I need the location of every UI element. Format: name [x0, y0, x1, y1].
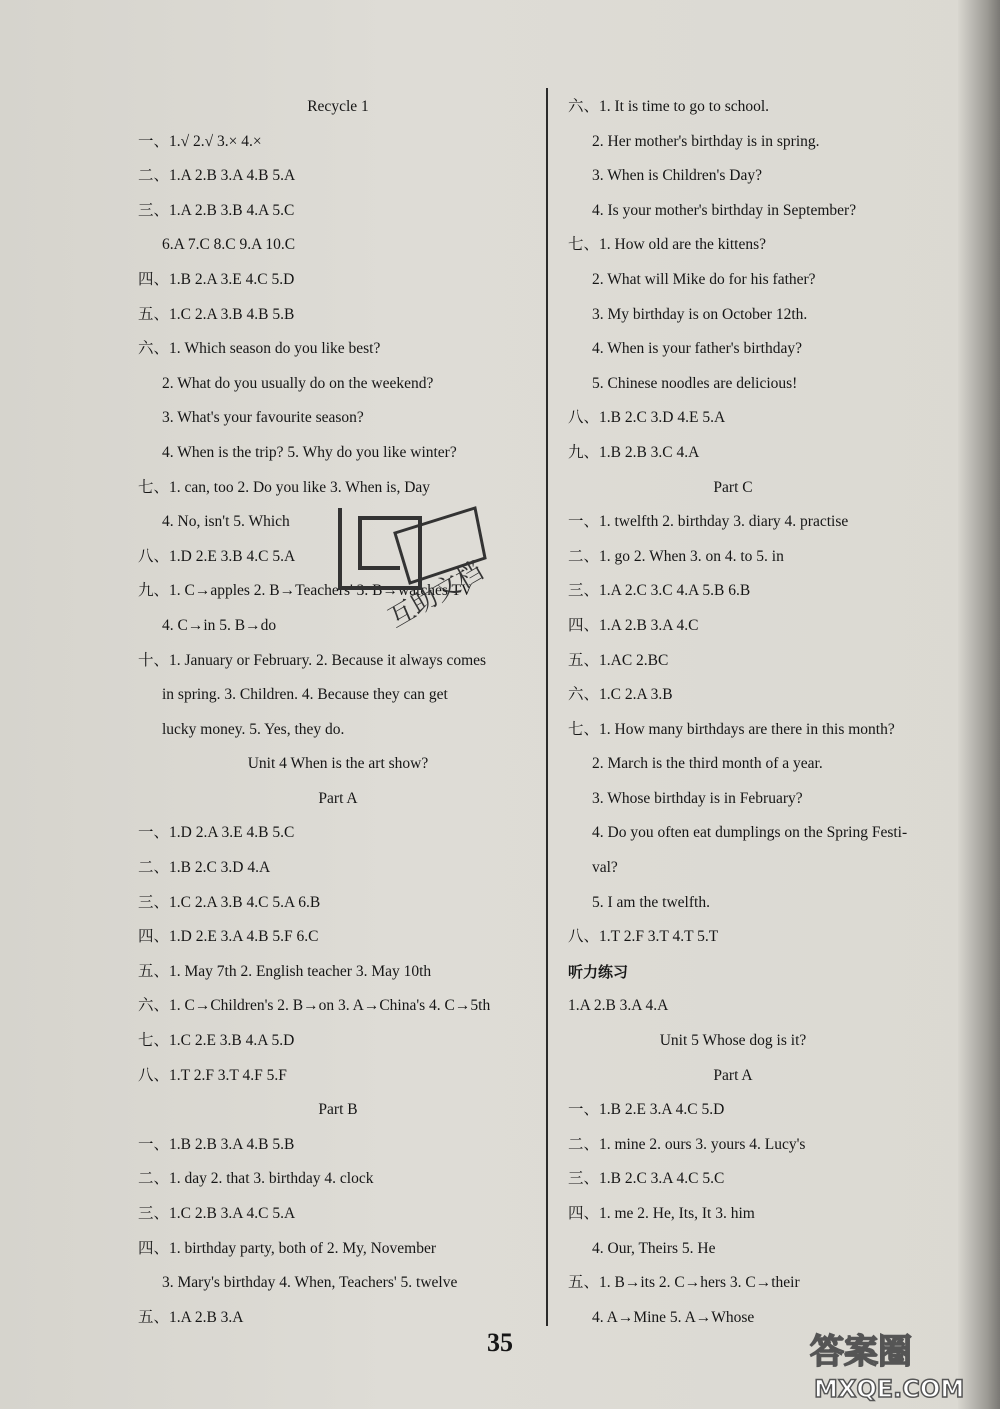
left-answer-line: Unit 4 When is the art show? — [247, 755, 429, 773]
left-answer-line: 四、1.D 2.E 3.A 4.B 5.F 6.C — [138, 928, 319, 946]
left-answer-line: 二、1.A 2.B 3.A 4.B 5.A — [138, 167, 296, 185]
right-answer-line: 一、1.B 2.E 3.A 4.C 5.D — [568, 1101, 725, 1119]
left-answer-line: 六、1. Which season do you like best? — [138, 340, 381, 358]
right-answer-line: 2. March is the third month of a year. — [592, 755, 823, 773]
right-answer-line: 六、1. It is time to go to school. — [568, 98, 770, 115]
right-answer-line: 4. Do you often eat dumplings on the Spring Festi- — [592, 824, 908, 842]
right-answer-line: 5. I am the twelfth. — [592, 893, 710, 911]
page-number: 35 — [487, 1328, 513, 1357]
left-answer-line: 4. No, isn't 5. Which — [162, 513, 290, 531]
left-answer-line: Part B — [318, 1101, 358, 1119]
left-answer-line: 三、1.A 2.B 3.B 4.A 5.C — [138, 201, 295, 219]
right-answer-line: Unit 5 Whose dog is it? — [659, 1032, 807, 1050]
right-answer-line: 三、1.B 2.C 3.A 4.C 5.C — [568, 1170, 725, 1188]
left-answer-line: Recycle 1 — [307, 98, 369, 115]
stamp-text: 互助文档 — [383, 556, 489, 635]
right-answer-line: 3. Whose birthday is in February? — [592, 789, 803, 807]
right-answer-line: 5. Chinese noodles are delicious! — [592, 374, 798, 392]
right-answer-line: 三、1.A 2.C 3.C 4.A 5.B 6.B — [568, 582, 751, 600]
left-answer-line: 五、1.C 2.A 3.B 4.B 5.B — [138, 305, 295, 323]
left-answer-line: 十、1. January or February. 2. Because it always comes — [138, 651, 487, 669]
left-answer-column — [138, 90, 538, 1335]
left-answer-line: 八、1.D 2.E 3.B 4.C 5.A — [138, 547, 296, 565]
left-answer-line: 3. Mary's birthday 4. When, Teachers' 5. twelve — [162, 1274, 458, 1292]
left-answer-line: 八、1.T 2.F 3.T 4.F 5.F — [138, 1066, 287, 1084]
right-answer-line: 4. When is your father's birthday? — [592, 340, 802, 358]
right-answer-line: 4. A→Mine 5. A→Whose — [592, 1308, 755, 1326]
right-answer-line: 4. Is your mother's birthday in September? — [592, 201, 857, 219]
column-divider — [546, 88, 548, 1326]
left-answer-line: 一、1.B 2.B 3.A 4.B 5.B — [138, 1135, 295, 1153]
left-answer-line: 4. C→in 5. B→do — [162, 616, 277, 634]
left-answer-line: 九、1. C→apples 2. B→Teachers' 3. B→watches TV — [138, 582, 473, 600]
right-answer-line: 五、1. B→its 2. C→hers 3. C→their — [568, 1274, 800, 1292]
left-answer-line: 一、1.D 2.A 3.E 4.B 5.C — [138, 824, 295, 842]
right-answer-line: 2. What will Mike do for his father? — [592, 270, 816, 288]
right-answer-line: 七、1. How old are the kittens? — [568, 236, 767, 254]
left-answer-line: 二、1. day 2. that 3. birthday 4. clock — [138, 1170, 374, 1188]
left-answer-line: 三、1.C 2.B 3.A 4.C 5.A — [138, 1205, 296, 1222]
right-answer-line: 五、1.AC 2.BC — [568, 651, 669, 669]
right-answer-line: 1.A 2.B 3.A 4.A — [568, 997, 669, 1015]
right-answer-line: 九、1.B 2.B 3.C 4.A — [568, 443, 700, 461]
right-answer-line: 3. When is Children's Day? — [592, 167, 762, 185]
watermark-title: 答案圈 — [810, 1332, 912, 1372]
left-answer-line: 3. What's your favourite season? — [162, 409, 364, 427]
right-answer-line: 七、1. How many birthdays are there in this month? — [568, 720, 895, 738]
right-answer-line: val? — [592, 859, 618, 877]
left-answer-line: 五、1. May 7th 2. English teacher 3. May 10th — [138, 962, 432, 980]
left-answer-line: 七、1. can, too 2. Do you like 3. When is, Day — [138, 478, 431, 496]
right-answer-line: 八、1.T 2.F 3.T 4.T 5.T — [568, 928, 719, 946]
left-answer-line: 一、1.√ 2.√ 3.× 4.× — [138, 132, 262, 150]
left-answer-line: in spring. 3. Children. 4. Because they can get — [162, 686, 448, 704]
right-answer-line: 听力练习 — [568, 962, 629, 981]
left-answer-line: 6.A 7.C 8.C 9.A 10.C — [162, 236, 296, 254]
right-answer-line: 4. Our, Theirs 5. He — [592, 1239, 716, 1257]
right-answer-line: 2. Her mother's birthday is in spring. — [592, 132, 820, 150]
stamp-logo — [300, 488, 510, 638]
page-edge-shadow — [958, 0, 1000, 1409]
left-answer-line: 二、1.B 2.C 3.D 4.A — [138, 859, 271, 877]
right-answer-line: 一、1. twelfth 2. birthday 3. diary 4. practise — [568, 513, 849, 531]
left-answer-line: Part A — [318, 789, 358, 807]
left-answer-line: 七、1.C 2.E 3.B 4.A 5.D — [138, 1032, 295, 1050]
right-answer-line: 四、1.A 2.B 3.A 4.C — [568, 616, 699, 634]
watermark-logo — [800, 1325, 985, 1405]
left-answer-line: 五、1.A 2.B 3.A — [138, 1308, 244, 1326]
right-answer-line: 八、1.B 2.C 3.D 4.E 5.A — [568, 409, 726, 427]
left-answer-line: 六、1. C→Children's 2. B→on 3. A→China's 4. C→5th — [138, 997, 491, 1015]
right-answer-line: Part A — [713, 1066, 753, 1084]
left-answer-line: 4. When is the trip? 5. Why do you like winter? — [162, 443, 457, 461]
right-answer-line: 四、1. me 2. He, Its, It 3. him — [568, 1205, 755, 1222]
right-answer-line: 二、1. mine 2. ours 3. yours 4. Lucy's — [568, 1135, 806, 1153]
left-answer-line: 三、1.C 2.A 3.B 4.C 5.A 6.B — [138, 893, 321, 911]
right-answer-line: Part C — [713, 478, 753, 496]
left-answer-line: 四、1. birthday party, both of 2. My, November — [138, 1239, 437, 1257]
left-answer-line: 四、1.B 2.A 3.E 4.C 5.D — [138, 270, 295, 288]
right-answer-line: 六、1.C 2.A 3.B — [568, 686, 673, 704]
right-answer-line: 3. My birthday is on October 12th. — [592, 305, 808, 323]
right-answer-line: 二、1. go 2. When 3. on 4. to 5. in — [568, 547, 784, 565]
left-answer-line: lucky money. 5. Yes, they do. — [162, 720, 345, 738]
left-answer-line: 2. What do you usually do on the weekend? — [162, 374, 434, 392]
right-answer-column — [568, 90, 908, 1335]
watermark-url: MXQE.COM — [814, 1375, 965, 1403]
